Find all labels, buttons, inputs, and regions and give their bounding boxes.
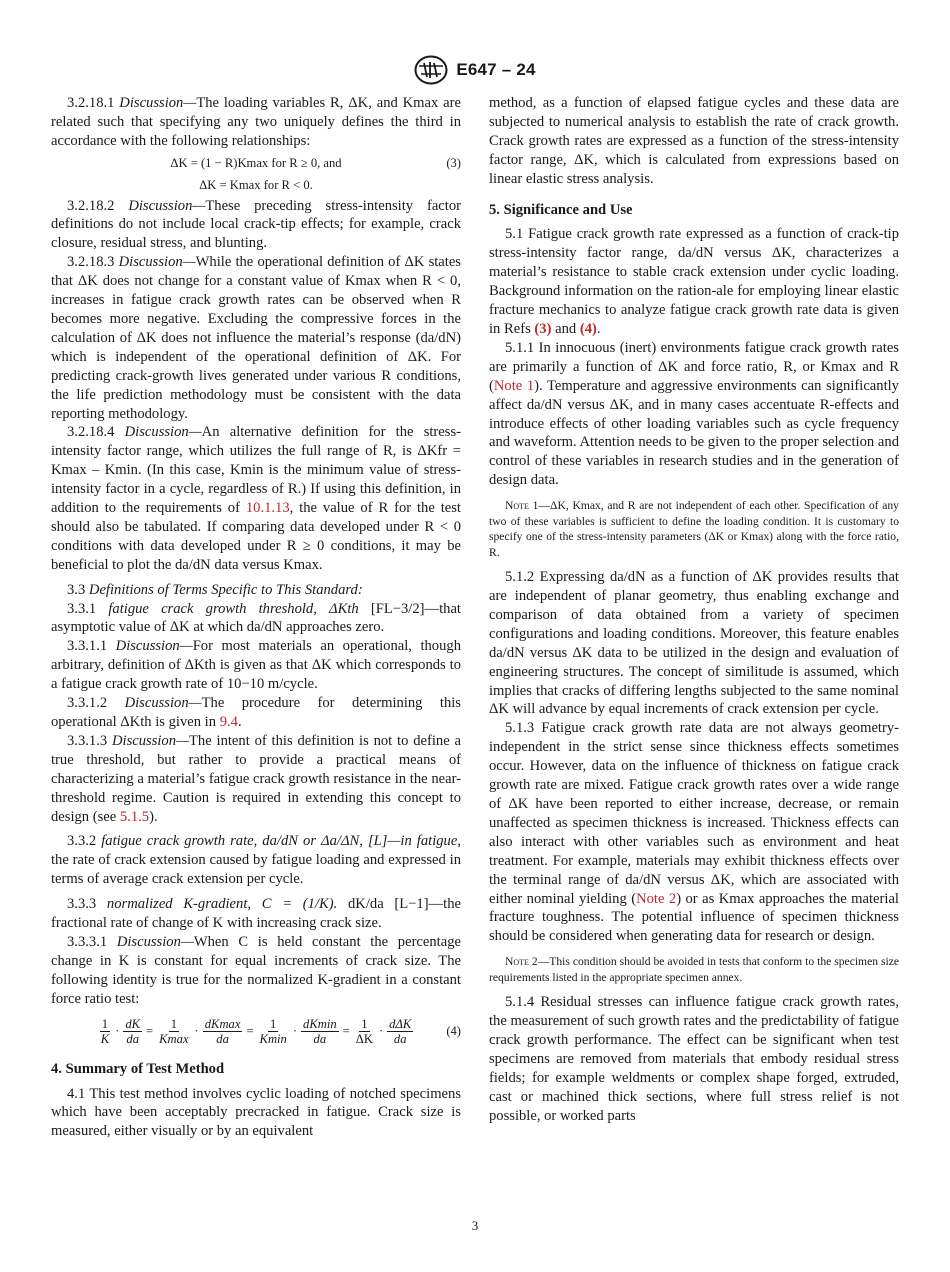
paragraph-5-1-1: 5.1.1 In innocuous (inert) environments fatigue crack growth rates are primarily a function of ΔK and force ratio, R, or Kmax and R (Note 1). Temperature and aggressive environments can significantly affect da/dN versus ΔK, and in many cases accentuate R-effects and introduce effects of other loading variables such as cycle frequency and waveform. Attention needs to be given to the proper selection and control of these variables in research studies and in the generation of design data. xyxy=(489,339,899,489)
equation-4: $\frac{1}{K}$ · $\frac{dK}{da}$ = $\frac{1}{Kmax}$ · $\frac{dKmax}{da}$ = $\frac{1}{Kmin}$ · $\frac{dKmin}{da}$ = $\frac{1}{\Delta K}$ · $\frac{\text{dΔK}}{da}$ (4) xyxy=(100,1016,461,1046)
document-id: E647 – 24 xyxy=(456,60,536,79)
note-2: Note 2—This condition should be avoided in tests that conform to the specimen size requirements listed in the appropriate specimen annex. xyxy=(489,955,900,984)
paragraph-5-1-4: 5.1.4 Residual stresses can influence fatigue crack growth rates, the measurement of such growth rates and the predictability of fatigue crack growth performance. The effect can be significant when test specimens are removed from materials that embody residual stress fields; for example weldments or complex shape forged, extruded, cast or machined thick sections, where full stress relief is not possible, or worked parts xyxy=(489,994,899,1124)
paragraph-5-1-2: 5.1.2 Expressing da/dN as a function of ΔK provides results that are independent of planar geometry, thus enabling exchange and comparison of data obtained from a variety of specimen configurations and loading conditions. Moreover, this feature enables da/dN versus ΔK data to be utilized in the design and evaluation of engineering structures. The concept of similitude is assumed, which implies that cracks of differing lengths subjected to the same nominal ΔK will advance by equal increments of crack extension per cycle. xyxy=(489,569,899,718)
paragraph-3-3-1-3: 3.3.1.3 Discussion—The intent of this definition is not to define a true threshold, but rather to provide a practical means of characterizing a material’s fatigue crack growth resistance in the near-threshold regime. Caution is required in extending this concept to design (see 5.1.5). xyxy=(51,732,461,825)
equation-3 xyxy=(51,154,461,173)
note-2-link[interactable]: Note 2 xyxy=(636,890,677,907)
equation-3-continued xyxy=(51,176,461,195)
note-1-link[interactable]: Note 1 xyxy=(493,377,535,394)
paragraph-3-2-18-3: 3.2.18.3 Discussion—While the operational definition of ΔK states that ΔK does not change for a constant value of Kmax when R < 0, increases in fatigue crack growth rates can be observed when R becomes more negative. Excluding the compressive forces in the calculation of ΔK does not influence the material’s response (da/dN) which is independent of the operational definition of ΔK. For predicting crack-growth lives generated under various R conditions, the life prediction methodology must be consistent with the data reporting methodology. xyxy=(51,254,461,422)
equation-3-line1: ΔK = (1 − R)Kmax for R ≥ 0, and xyxy=(170,155,342,170)
paragraph-3-3-2: 3.3.2 fatigue crack growth rate, da/dN or Δa/ΔN, [L]—in fatigue, the rate of crack extension caused by fatigue loading and expressed in terms of average crack extension per cycle. xyxy=(51,833,461,888)
paragraph-3-3-1: 3.3.1 fatigue crack growth threshold, ΔKth [FL−3/2]—that asymptotic value of ΔK at which da/dN approaches zero. xyxy=(51,600,461,636)
page-header xyxy=(0,56,950,84)
right-column xyxy=(489,94,899,1126)
equation-3-number: (3) xyxy=(446,155,461,170)
section-5-heading: 5. Significance and Use xyxy=(489,201,633,218)
astm-logo-icon xyxy=(414,55,448,85)
ref-3-link[interactable]: (3) xyxy=(534,320,552,337)
paragraph-4-1-continued: method, as a function of elapsed fatigue cycles and these data are subjected to numerical analysis to establish the rate of crack growth. Crack growth rates are expressed as a function of the stress-intensity factor range, ΔK, which is calculated from expressions based on linear elastic stress analysis. xyxy=(489,95,899,187)
paragraph-3-3-1-1: 3.3.1.1 Discussion—For most materials an operational, though arbitrary, definition of ΔKth is given as that ΔK which corresponds to a fatigue crack growth rate of 10−10 m/cycle. xyxy=(51,638,461,693)
paragraph-3-3: 3.3 Definitions of Terms Specific to This Standard: xyxy=(67,581,363,598)
paragraph-3-2-18-1: 3.2.18.1 Discussion—The loading variables R, ΔK, and Kmax are related such that specifying any two uniquely defines the third in accordance with the following relationships: xyxy=(51,95,461,149)
paragraph-3-2-18-2: 3.2.18.2 Discussion—These preceding stress-intensity factor definitions do not include local crack-tip effects; for example, crack closure, residual stress, and blunting. xyxy=(51,197,461,252)
ref-4-link[interactable]: (4) xyxy=(579,320,597,337)
paragraph-3-3-1-2: 3.3.1.2 Discussion—The procedure for determining this operational ΔKth is given in 9.4. xyxy=(51,695,461,730)
note-1: Note 1—ΔK, Kmax, and R are not independent of each other. Specification of any two of these variables is sufficient to define the loading condition. It is customary to specify one of the stress-intensity parameters (ΔK or Kmax) along with the force ratio, R. xyxy=(489,499,899,559)
paragraph-3-2-18-4: 3.2.18.4 Discussion—An alternative definition for the stress-intensity factor range, which utilizes the full range of R, is ΔKfr = Kmax – Kmin. (In this case, Kmin is the minimum value of stress-intensity factor in a cycle, regardless of R.) If using this definition, in addition to the requirements of 10.1.13, the value of R for the test should also be tabulated. If comparing data developed under R < 0 conditions with data developed under R ≥ 0 conditions, it may be beneficial to plot the da/dN data versus Kmax. xyxy=(51,424,461,573)
ref-5-1-5-link[interactable]: 5.1.5 xyxy=(119,808,150,825)
paragraph-3-3-3: 3.3.3 normalized K-gradient, C = (1/K). dK/da [L−1]—the fractional rate of change of K with increasing crack size. xyxy=(51,896,461,932)
equation-4-number: (4) xyxy=(446,1023,461,1038)
paragraph-4-1: 4.1 This test method involves cyclic loading of notched specimens which have been acceptably precracked in fatigue. Crack size is measured, either visually or by an equivalent xyxy=(51,1085,462,1140)
paragraph-3-3-3-1: 3.3.3.1 Discussion—When C is held constant the percentage change in K is constant for equal increments of crack size. The following identity is true for the normalized K-gradient in a constant force ratio test: xyxy=(51,933,461,1007)
page-number: 3 xyxy=(471,1218,479,1233)
paragraph-5-1: 5.1 Fatigue crack growth rate expressed as a function of crack-tip stress-intensity factor range, da/dN versus ΔK, characterizes a material’s resistance to stable crack extension under cyclic loading. Background information on the ration-ale for employing linear elastic fracture mechanics to analyze fatigue crack growth rate data is given in Refs (3) and (4). xyxy=(489,226,900,337)
paragraph-5-1-3: 5.1.3 Fatigue crack growth rate data are not always geometry-independent in the strict sense since thickness effects sometimes occur. However, data on the influence of thickness on fatigue crack growth rate are mixed. Fatigue crack growth rates over a wide range of ΔK have been reported to either increase, decrease, or remain unaffected as specimen thickness is increased. Thickness effects can also interact with other variables such as environment and heat treatment. For example, materials may exhibit thickness effects over the terminal range of da/dN versus ΔK, which are associated with either nominal yielding (Note 2) or as Kmax approaches the material fracture toughness. The potential influence of specimen thickness should be considered when generating data for research or design. xyxy=(489,720,899,945)
ref-9-4-link[interactable]: 9.4 xyxy=(219,714,238,730)
section-4-heading: 4. Summary of Test Method xyxy=(51,1060,225,1077)
ref-10-1-13-link[interactable]: 10.1.13 xyxy=(245,500,290,517)
left-column xyxy=(51,94,461,1141)
equation-3-line2: ΔK = Kmax for R < 0. xyxy=(199,177,313,192)
